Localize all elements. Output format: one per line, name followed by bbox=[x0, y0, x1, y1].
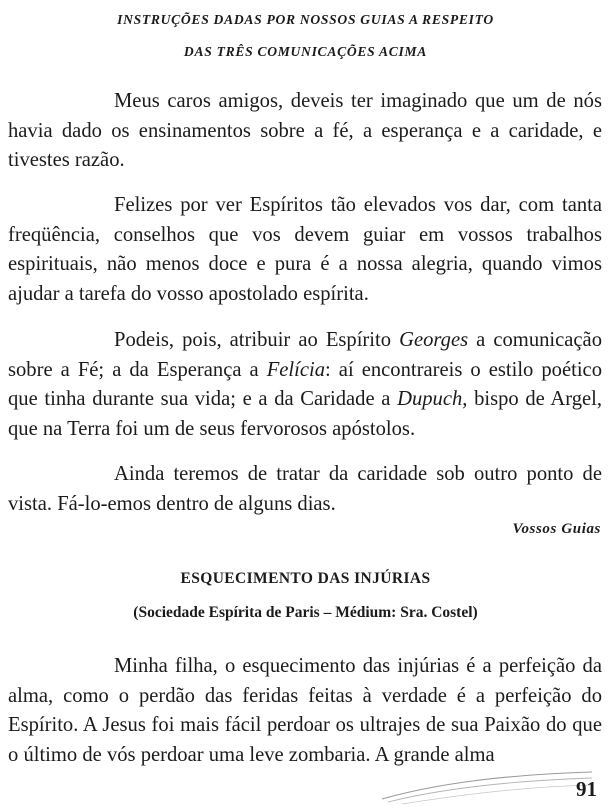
paragraph-1: Meus caros amigos, deveis ter imaginado que um de nós havia dado os ensinamentos sobre a fé, a esperança e a caridade, e tivestes razão. bbox=[8, 90, 602, 171]
paragraph-3-part-c: : aí encontrareis o estilo poético que tinha durante sua vida; e a da Caridade a bbox=[8, 358, 602, 410]
paragraph-3-part-b: a comunicação sobre a Fé; a da Esperança a bbox=[8, 329, 602, 381]
heading-line-2: DAS TRÊS COMUNICAÇÕES ACIMA bbox=[183, 44, 428, 59]
section-title: ESQUECIMENTO DAS INJÚRIAS bbox=[180, 570, 431, 587]
signature: Vossos Guias bbox=[512, 521, 601, 537]
paragraph-2: Felizes por ver Espíritos tão elevados vos dar, com tanta freqüência, conselhos que vos devem guiar em vossos trabalhos espirituais, não menos doce e pura é a nossa alegria, quando vimos ajudar a tarefa do vosso apostolado espírita. bbox=[8, 194, 602, 305]
name-georges: Georges bbox=[399, 329, 469, 351]
paragraph-5: Minha filha, o esquecimento das injúrias é a perfeição da alma, como o perdão das feridas feitas à verdade é a perfeição do Espírito. A Jesus foi mais fácil perdoar os ultrajes de sua Paixão do que o último de vós perdoar uma leve zombaria. A grande alma bbox=[8, 655, 602, 766]
heading-line-1: INSTRUÇÕES DADAS POR NOSSOS GUIAS A RESPEITO bbox=[117, 12, 494, 27]
paragraph-4: Ainda teremos de tratar da caridade sob outro ponto de vista. Fá-lo-emos dentro de alguns dias. bbox=[8, 463, 602, 515]
paragraph-3-part-a: Podeis, pois, atribuir ao Espírito bbox=[114, 329, 400, 351]
section-subtitle: (Sociedade Espírita de Paris – Médium: Sra. Costel) bbox=[133, 604, 478, 621]
page-number: 91 bbox=[576, 777, 597, 801]
paragraph-3 bbox=[8, 326, 602, 444]
paragraph-3-part-d: , bispo de Argel, que na Terra foi um de seus fervorosos apóstolos. bbox=[8, 388, 603, 440]
name-felicia: Felícia bbox=[266, 358, 326, 381]
name-dupuch: Dupuch bbox=[397, 388, 463, 410]
page-flourish-ornament bbox=[380, 762, 595, 806]
